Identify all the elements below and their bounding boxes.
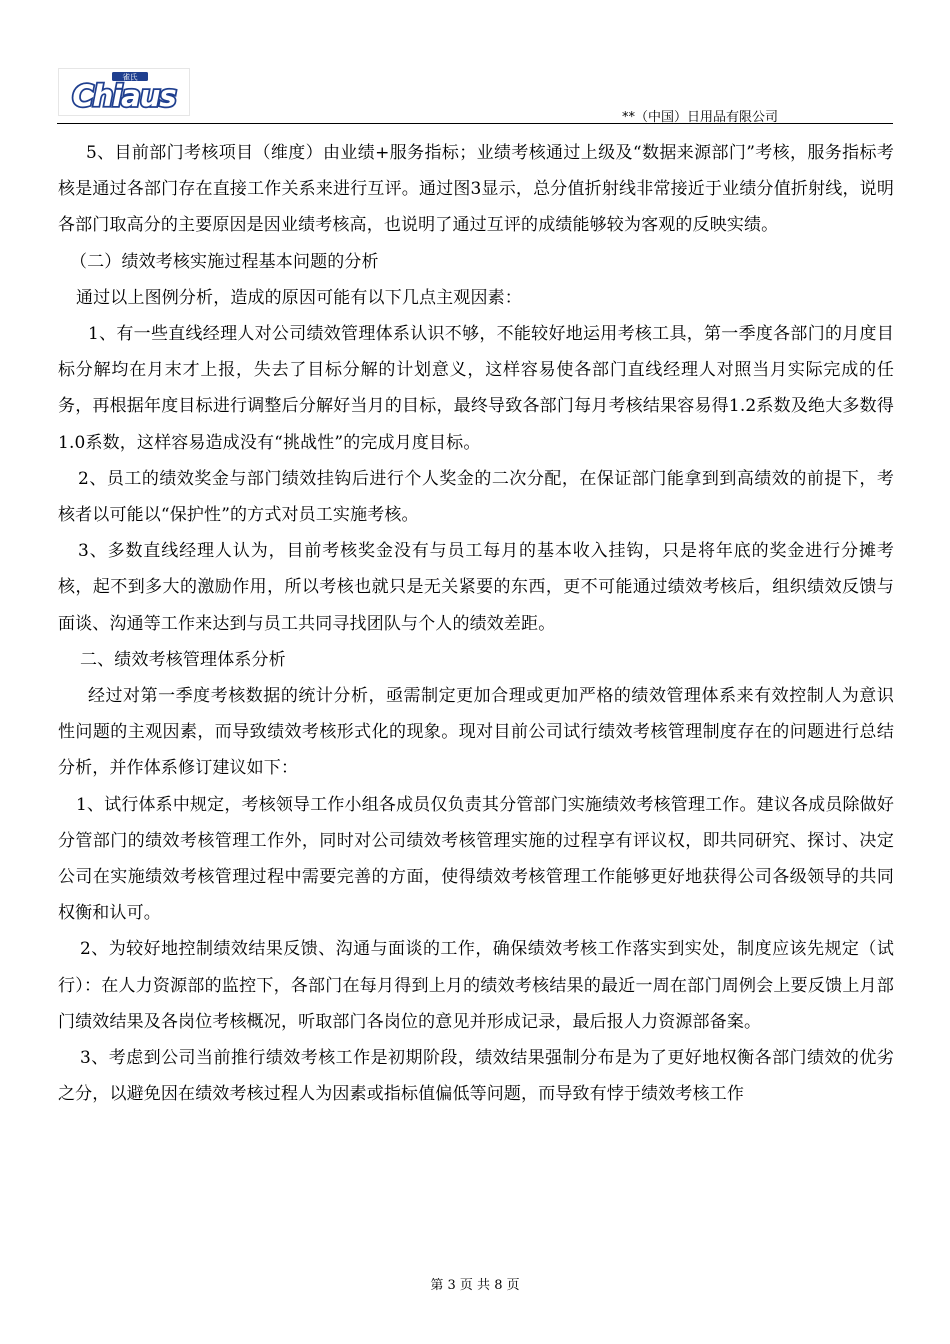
paragraph: 通过以上图例分析，造成的原因可能有以下几点主观因素： bbox=[76, 287, 522, 308]
paragraph: 经过对第一季度考核数据的统计分析，亟需制定更加合理或更加严格的绩效管理体系来有效控制人为意识性问题的主观因素，而导致绩效考核形式化的现象。现对目前公司试行绩效考核管理制度存在的问题进行总结分析，并作体系修订建议如下： bbox=[58, 686, 894, 779]
header-rule bbox=[57, 123, 893, 124]
paragraph: 3、多数直线经理人认为，目前考核奖金没有与员工每月的基本收入挂钩，只是将年底的奖金进行分摊考核，起不到多大的激励作用，所以考核也就只是无关紧要的东西，更不可能通过绩效考核后，组织绩效反馈与面谈、沟通等工作来达到与员工共同寻找团队与个人的绩效差距。 bbox=[58, 541, 894, 634]
paragraph: 3、考虑到公司当前推行绩效考核工作是初期阶段，绩效结果强制分布是为了更好地权衡各部门绩效的优劣之分，以避免因在绩效考核过程人为因素或指标值偏低等问题，而导致有悖于绩效考核工作 bbox=[58, 1048, 894, 1105]
section-heading: （二）绩效考核实施过程基本问题的分析 bbox=[70, 251, 379, 272]
chiaus-logo bbox=[58, 68, 190, 116]
logo-subtext: 雀氏 bbox=[122, 72, 138, 82]
section-heading: 二、绩效考核管理体系分析 bbox=[80, 649, 286, 670]
paragraph: 1、试行体系中规定，考核领导工作小组各成员仅负责其分管部门实施绩效考核管理工作。建议各成员除做好分管部门的绩效考核管理工作外，同时对公司绩效考核管理实施的过程享有评议权，即共同研究、探讨、决定公司在实施绩效考核管理过程中需要完善的方面，使得绩效考核管理工作能够更好地获得公司各级领导的共同权衡和认可。 bbox=[58, 794, 894, 924]
paragraph: 1、有一些直线经理人对公司绩效管理体系认识不够，不能较好地运用考核工具，第一季度各部门的月度目标分解均在月末才上报，失去了目标分解的计划意义，这样容易使各部门直线经理人对照当月实际完成的任务，再根据年度目标进行调整后分解好当月的目标，最终导致各部门每月考核结果容易得1.2系数及绝大多数得1.0系数，这样容易造成没有“挑战性”的完成月度目标。 bbox=[58, 324, 894, 453]
document-body bbox=[58, 135, 894, 1112]
paragraph: 5、目前部门考核项目（维度）由业绩+服务指标；业绩考核通过上级及“数据来源部门”考核，服务指标考核是通过各部门存在直接工作关系来进行互评。通过图3显示，总分值折射线非常接近于业绩分值折射线，说明各部门取高分的主要原因是因业绩考核高，也说明了通过互评的成绩能够较为客观的反映实绩。 bbox=[58, 143, 894, 236]
page-number: 第 3 页 共 8 页 bbox=[430, 1278, 520, 1293]
logo-wordmark: Chiaus bbox=[72, 79, 176, 113]
paragraph: 2、员工的绩效奖金与部门绩效挂钩后进行个人奖金的二次分配，在保证部门能拿到到高绩效的前提下，考核者以可能以“保护性”的方式对员工实施考核。 bbox=[58, 468, 894, 526]
company-name: **（中国）日用品有限公司 bbox=[622, 110, 779, 125]
paragraph: 2、为较好地控制绩效结果反馈、沟通与面谈的工作，确保绩效考核工作落实到实处，制度应该先规定（试行）：在人力资源部的监控下，各部门在每月得到上月的绩效考核结果的最近一周在部门周例会上要反馈上月部门绩效结果及各岗位考核概况，听取部门各岗位的意见并形成记录，最后报人力资源部备案。 bbox=[58, 939, 894, 1032]
